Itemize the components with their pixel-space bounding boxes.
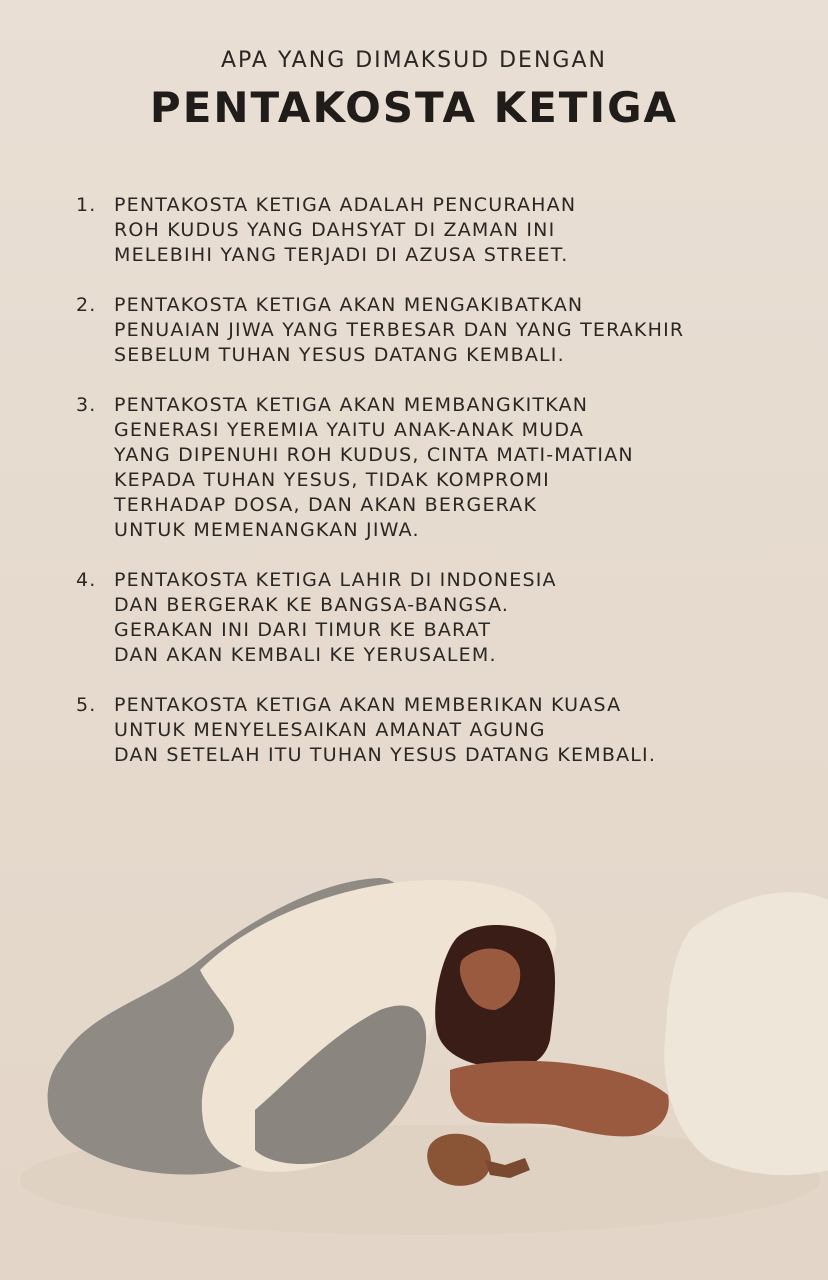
list-item xyxy=(76,393,796,543)
point-text xyxy=(114,568,796,668)
point-number: 3. xyxy=(76,394,97,416)
point-text xyxy=(114,393,796,543)
point-line: KEPADA TUHAN YESUS, TIDAK KOMPROMI xyxy=(114,469,550,491)
point-text xyxy=(114,193,796,268)
point-line: UNTUK MEMENANGKAN JIWA. xyxy=(114,519,420,541)
point-line: PENTAKOSTA KETIGA AKAN MEMBERIKAN KUASA xyxy=(114,694,622,716)
point-line: ROH KUDUS YANG DAHSYAT DI ZAMAN INI xyxy=(114,219,556,241)
point-line: PENUAIAN JIWA YANG TERBESAR DAN YANG TERAKHIR xyxy=(114,319,685,341)
point-line: UNTUK MENYELESAIKAN AMANAT AGUNG xyxy=(114,719,546,741)
point-text xyxy=(114,693,796,768)
point-line: DAN SETELAH ITU TUHAN YESUS DATANG KEMBALI. xyxy=(114,744,657,766)
point-line: GENERASI YEREMIA YAITU ANAK-ANAK MUDA xyxy=(114,419,585,441)
kneeling-woman-washing-feet-illustration xyxy=(0,860,828,1280)
page-subtitle: APA YANG DIMAKSUD DENGAN xyxy=(221,48,607,73)
point-number: 4. xyxy=(76,569,97,591)
point-line: PENTAKOSTA KETIGA LAHIR DI INDONESIA xyxy=(114,569,557,591)
point-line: GERAKAN INI DARI TIMUR KE BARAT xyxy=(114,619,492,641)
header xyxy=(0,48,828,132)
list-item xyxy=(76,568,796,668)
point-line: PENTAKOSTA KETIGA ADALAH PENCURAHAN xyxy=(114,194,577,216)
point-text xyxy=(114,293,796,368)
point-line: DAN BERGERAK KE BANGSA-BANGSA. xyxy=(114,594,510,616)
point-number: 2. xyxy=(76,294,97,316)
point-number: 1. xyxy=(76,194,97,216)
page-title: PENTAKOSTA KETIGA xyxy=(149,83,679,132)
hands-and-feet xyxy=(450,1061,669,1137)
point-line: DAN AKAN KEMBALI KE YERUSALEM. xyxy=(114,644,497,666)
point-number: 5. xyxy=(76,694,97,716)
point-line: PENTAKOSTA KETIGA AKAN MEMBANGKITKAN xyxy=(114,394,589,416)
point-line: PENTAKOSTA KETIGA AKAN MENGAKIBATKAN xyxy=(114,294,584,316)
point-line: SEBELUM TUHAN YESUS DATANG KEMBALI. xyxy=(114,344,565,366)
points-list xyxy=(76,193,796,793)
list-item xyxy=(76,193,796,268)
point-line: YANG DIPENUHI ROH KUDUS, CINTA MATI-MATIAN xyxy=(114,444,634,466)
list-item xyxy=(76,293,796,368)
list-item xyxy=(76,693,796,768)
point-line: MELEBIHI YANG TERJADI DI AZUSA STREET. xyxy=(114,244,569,266)
point-line: TERHADAP DOSA, DAN AKAN BERGERAK xyxy=(114,494,538,516)
seated-figure-robe xyxy=(664,892,828,1175)
